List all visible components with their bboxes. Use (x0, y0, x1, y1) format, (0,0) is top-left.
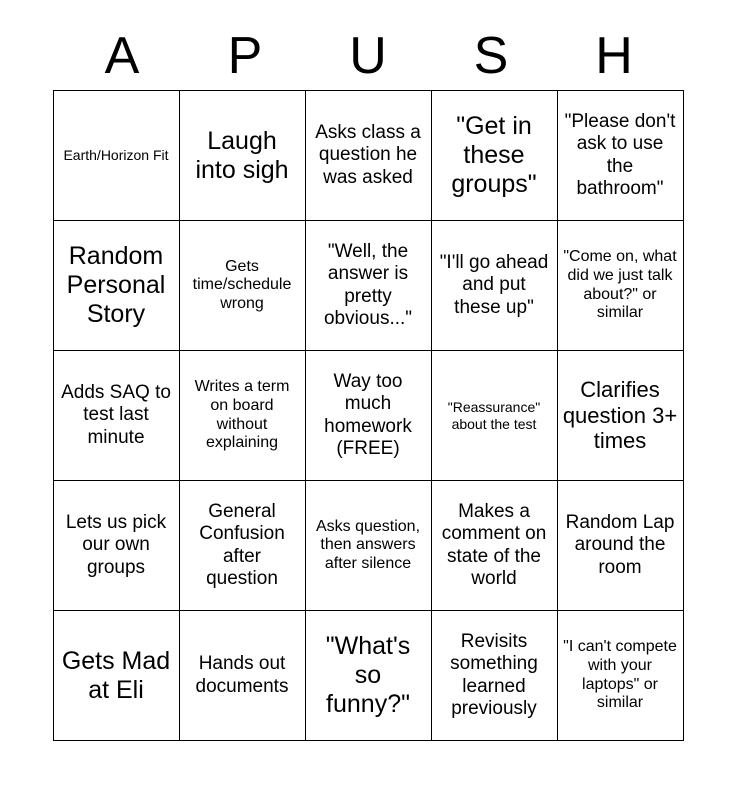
bingo-cell[interactable]: Gets time/schedule wrong (179, 221, 305, 351)
bingo-row (53, 351, 683, 481)
bingo-cell[interactable]: Random Lap around the room (557, 481, 683, 611)
bingo-title-row (0, 0, 736, 90)
bingo-cell[interactable]: Random Personal Story (53, 221, 179, 351)
bingo-cell[interactable]: Way too much homework (FREE) (305, 351, 431, 481)
bingo-cell[interactable]: "Reassurance" about the test (431, 351, 557, 481)
bingo-cell[interactable]: "Well, the answer is pretty obvious..." (305, 221, 431, 351)
bingo-cell[interactable]: Asks class a question he was asked (305, 91, 431, 221)
bingo-cell[interactable]: "I'll go ahead and put these up" (431, 221, 557, 351)
bingo-cell[interactable]: Asks question, then answers after silence (305, 481, 431, 611)
bingo-cell[interactable]: Earth/Horizon Fit (53, 91, 179, 221)
bingo-grid (53, 90, 684, 741)
bingo-cell[interactable]: "I can't compete with your laptops" or similar (557, 611, 683, 741)
bingo-cell[interactable]: Gets Mad at Eli (53, 611, 179, 741)
bingo-cell[interactable]: Clarifies question 3+ times (557, 351, 683, 481)
bingo-cell[interactable]: "Get in these groups" (431, 91, 557, 221)
bingo-cell[interactable]: Revisits something learned previously (431, 611, 557, 741)
title-letter-u: U (349, 27, 387, 85)
bingo-cell[interactable]: General Confusion after question (179, 481, 305, 611)
title-letter-h: H (595, 27, 633, 85)
bingo-cell[interactable]: Writes a term on board without explaining (179, 351, 305, 481)
bingo-cell[interactable]: Makes a comment on state of the world (431, 481, 557, 611)
bingo-row (53, 221, 683, 351)
title-letter-p: P (227, 27, 263, 85)
bingo-row (53, 91, 683, 221)
bingo-row (53, 481, 683, 611)
title-letter-a: A (104, 27, 140, 85)
bingo-cell[interactable]: "Please don't ask to use the bathroom" (557, 91, 683, 221)
bingo-cell[interactable]: Lets us pick our own groups (53, 481, 179, 611)
bingo-cell[interactable]: Hands out documents (179, 611, 305, 741)
bingo-row (53, 611, 683, 741)
bingo-cell[interactable]: Laugh into sigh (179, 91, 305, 221)
bingo-cell[interactable]: "What's so funny?" (305, 611, 431, 741)
bingo-cell[interactable]: "Come on, what did we just talk about?" or similar (557, 221, 683, 351)
bingo-cell[interactable]: Adds SAQ to test last minute (53, 351, 179, 481)
title-letter-s: S (473, 27, 509, 85)
